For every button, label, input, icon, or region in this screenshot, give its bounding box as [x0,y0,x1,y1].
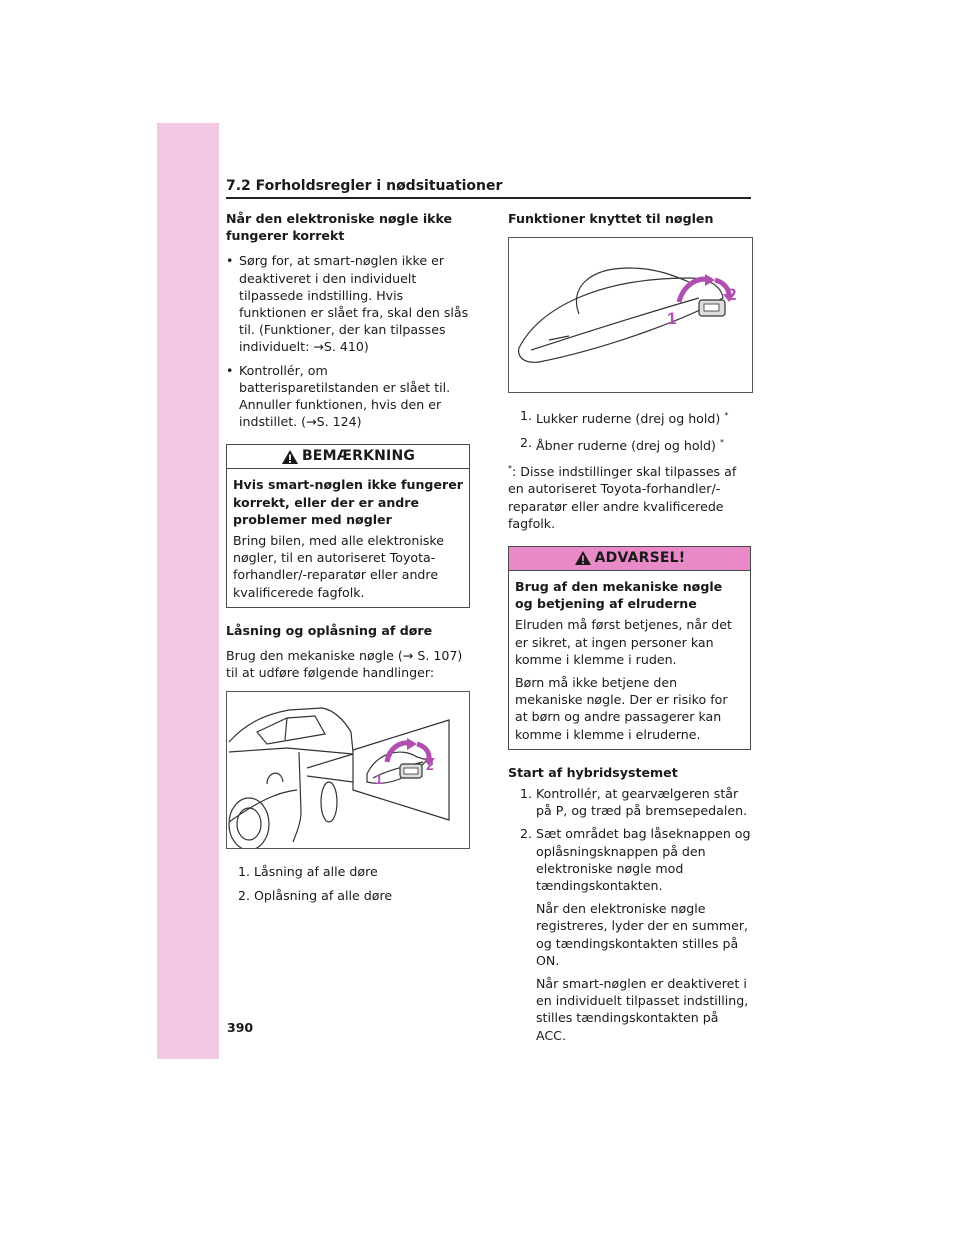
figure-callout-2: 2 [426,757,434,774]
step-number: 1. [520,786,533,802]
car-door-drawing [227,692,469,848]
warning-label: ADVARSEL! [594,549,686,566]
step-text: Kontrollér, at gearvælgeren står på P, og træd på bremsepedalen. [536,786,748,819]
left-column [226,210,470,910]
step-item [508,785,751,819]
notice-box [226,444,470,607]
warning-text: Elruden må først betjenes, når det er sikret, at ingen personer kan komme i klemme i ruden. [515,617,732,667]
figure-callout-2: 2 [727,285,737,305]
bullet-text: Kontrollér, om batterisparetilstanden er slået til. Annuller funktionen, hvis den er indstillet. (→S. 124) [239,362,451,430]
left-intro: Brug den mekaniske nøgle (→ S. 107) til at udføre følgende handlinger: [226,648,463,681]
warning-triangle-icon [281,449,299,465]
figure-callout-1: 1 [667,309,677,329]
warning-title [509,547,750,571]
notice-text: Bring bilen, med alle elektroniske nøgler, til en autoriseret Toyota-forhandler/-reparatør eller andre kvalificerede fagfolk. [233,533,444,600]
right-heading-hybrid-start: Start af hybridsystemet [508,764,678,780]
car-door-illustration [226,691,470,849]
asterisk-mark: * [719,437,724,447]
list-item [508,407,751,427]
list-text: Låsning af alle døre [254,864,378,880]
step-item [508,825,751,894]
door-handle-illustration [508,237,753,393]
right-heading-key-functions: Funktioner knyttet til nøglen [508,211,714,226]
notice-body [227,469,469,606]
notice-label: BEMÆRKNING [301,448,416,465]
left-heading-locking: Låsning og oplåsning af døre [226,622,433,638]
list-item [226,863,470,880]
side-tab [157,123,219,1059]
figure-callout-1: 1 [375,771,383,788]
warning-triangle-icon [574,550,592,566]
header-rule [226,197,751,199]
list-number: 2. [520,434,533,450]
warning-heading: Brug af den mekaniske nøgle og betjening af elruderne [515,578,723,612]
step-number: 2. [520,826,533,842]
bullet-marker: • [226,362,234,378]
list-item [226,887,470,904]
footnote-mark: * [508,463,512,473]
asterisk-mark: * [724,411,729,421]
list-text: Åbner ruderne (drej og hold) [536,437,716,453]
step-subtext: Når smart-nøglen er deaktiveret i en individuelt tilpasset indstilling, stilles tændingskontakten på ACC. [536,976,749,1043]
bullet-marker: • [226,253,234,269]
warning-text: Børn må ikke betjene den mekaniske nøgle. Der er risiko for at børn og andre passagerer kan komme i klemme i elruderne. [515,675,728,742]
step-text: Sæt området bag låseknappen og oplåsningsknappen på den elektroniske nøgle mod tændingskontakten. [536,826,751,894]
left-heading-smartkey: Når den elektroniske nøgle ikke fungerer korrekt [226,211,453,244]
footnote [508,460,751,532]
footnote-text: : Disse indstillinger skal tilpasses af en autoriseret Toyota-forhandler/-reparatør eller andre kvalificerede fagfolk. [508,464,737,531]
door-handle-drawing [509,238,752,392]
list-text: Lukker ruderne (drej og hold) [536,411,721,427]
list-item [508,434,751,454]
bullet-text: Sørg for, at smart-nøglen ikke er deaktiveret i den individuelt tilpassede indstilling. Hvis funktionen er slået fra, skal den slås til. (Funktioner, der kan tilpasses individuelt: →S. 410) [239,253,469,355]
step-subtext: Når den elektroniske nøgle registreres, lyder der en summer, og tændingskontakten stilles på ON. [536,901,749,968]
list-number: 1. [520,408,533,424]
notice-heading: Hvis smart-nøglen ikke fungerer korrekt, eller der er andre problemer med nøgler [233,477,463,527]
right-column [508,210,751,1050]
list-text: Oplåsning af alle døre [254,887,393,903]
page-number: 390 [227,1020,254,1035]
bullet-item [226,362,470,431]
list-number: 1. [238,864,251,880]
warning-body [509,571,750,749]
notice-title [227,445,469,469]
section-header: 7.2 Forholdsregler i nødsituationer [226,178,503,194]
list-number: 2. [238,887,251,903]
warning-box [508,546,751,750]
bullet-item [226,252,470,355]
